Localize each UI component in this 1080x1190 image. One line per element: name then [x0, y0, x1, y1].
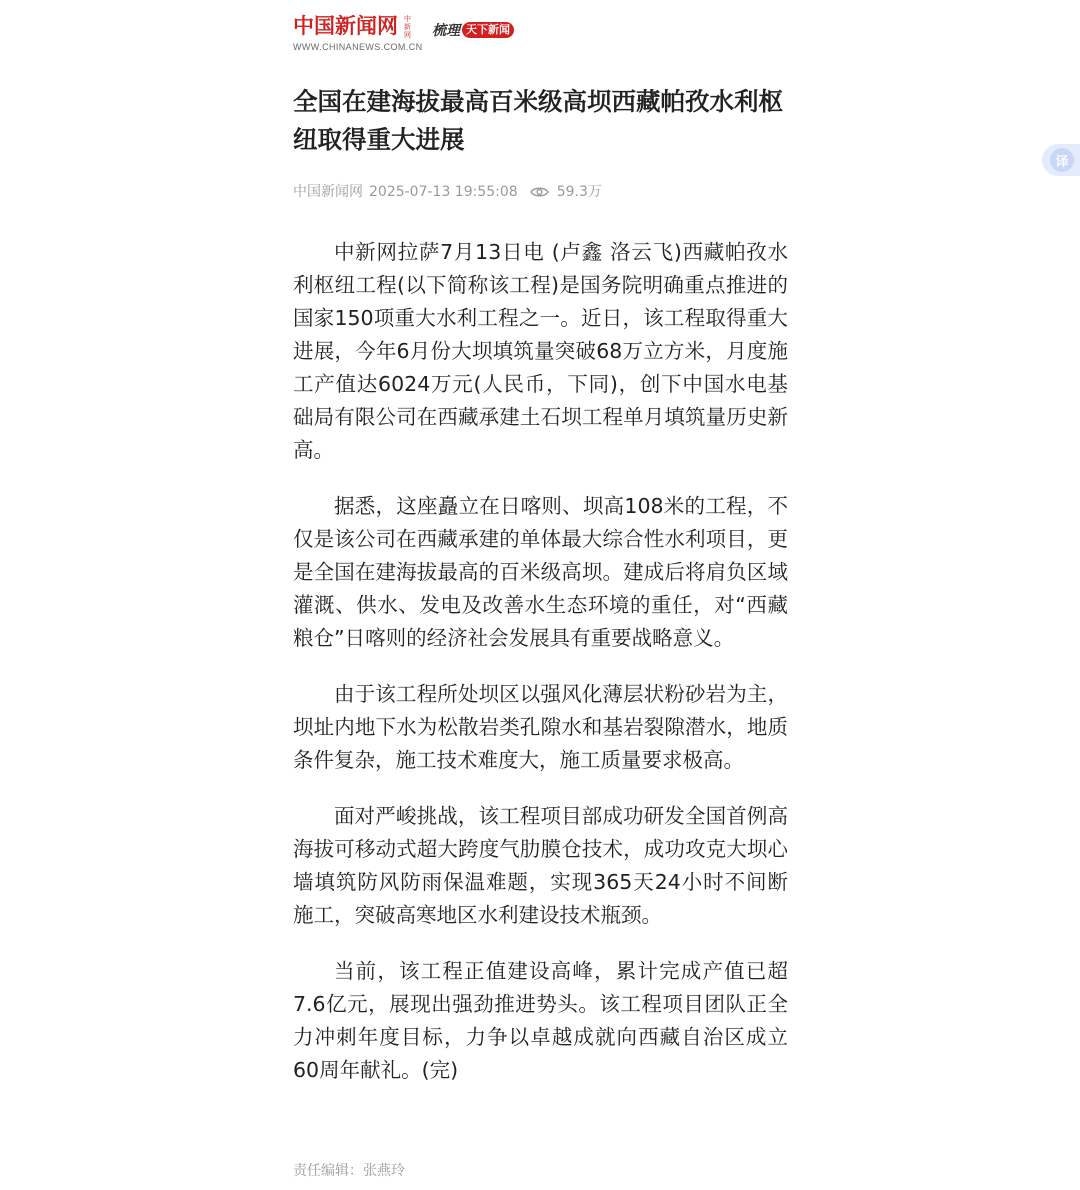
- article-paragraph: 当前，该工程正值建设高峰，累计完成产值已超7.6亿元，展现出强劲推进势头。该工程项目团队正全力冲刺年度目标，力争以卓越成就向西藏自治区成立60周年献礼。(完): [293, 959, 788, 1082]
- article-datetime: 2025-07-13 19:55:08: [369, 184, 518, 200]
- article-paragraph: 由于该工程所处坝区以强风化薄层状粉砂岩为主，坝址内地下水为松散岩类孔隙水和基岩裂隙潜水，地质条件复杂，施工技术难度大，施工质量要求极高。: [293, 682, 788, 772]
- site-logo[interactable]: 中国新闻网: [293, 13, 398, 38]
- eye-icon: [530, 186, 549, 198]
- slogan-lead: 梳理: [432, 23, 460, 39]
- article-meta: [293, 182, 602, 202]
- translate-icon: 译: [1050, 148, 1074, 172]
- site-header: [293, 12, 788, 58]
- article-source: 中国新闻网: [293, 184, 363, 200]
- logo-url: WWW.CHINANEWS.COM.CN: [293, 42, 423, 52]
- logo-sub-label: 中新网: [404, 15, 411, 39]
- article-paragraph: 面对严峻挑战，该工程项目部成功研发全国首例高海拔可移动式超大跨度气肋膜仓技术，成功攻克大坝心墙填筑防风防雨保温难题，实现365天24小时不间断施工，突破高寒地区水利建设技术瓶颈。: [293, 804, 788, 927]
- view-count: 59.3万: [556, 184, 602, 200]
- translate-button[interactable]: [1042, 144, 1080, 176]
- site-slogan: [432, 20, 514, 40]
- article-body: [293, 236, 788, 1110]
- article-paragraph: 中新网拉萨7月13日电 (卢鑫 洛云飞)西藏帕孜水利枢纽工程(以下简称该工程)是国务院明确重点推进的国家150项重大水利工程之一。近日，该工程取得重大进展，今年6月份大坝填筑量突破68万立方米，月度施工产值达6024万元(人民币，下同)，创下中国水电基础局有限公司在西藏承建土石坝工程单月填筑量历史新高。: [293, 240, 788, 462]
- article-title: 全国在建海拔最高百米级高坝西藏帕孜水利枢纽取得重大进展: [293, 87, 783, 154]
- article-editor: 责任编辑：张燕玲: [293, 1163, 405, 1179]
- article-paragraph: 据悉，这座矗立在日喀则、坝高108米的工程，不仅是该公司在西藏承建的单体最大综合性水利项目，更是全国在建海拔最高的百米级高坝。建成后将肩负区域灌溉、供水、发电及改善水生态环境的重任，对“西藏粮仓”日喀则的经济社会发展具有重要战略意义。: [293, 494, 788, 650]
- slogan-badge: 天下新闻: [462, 22, 514, 38]
